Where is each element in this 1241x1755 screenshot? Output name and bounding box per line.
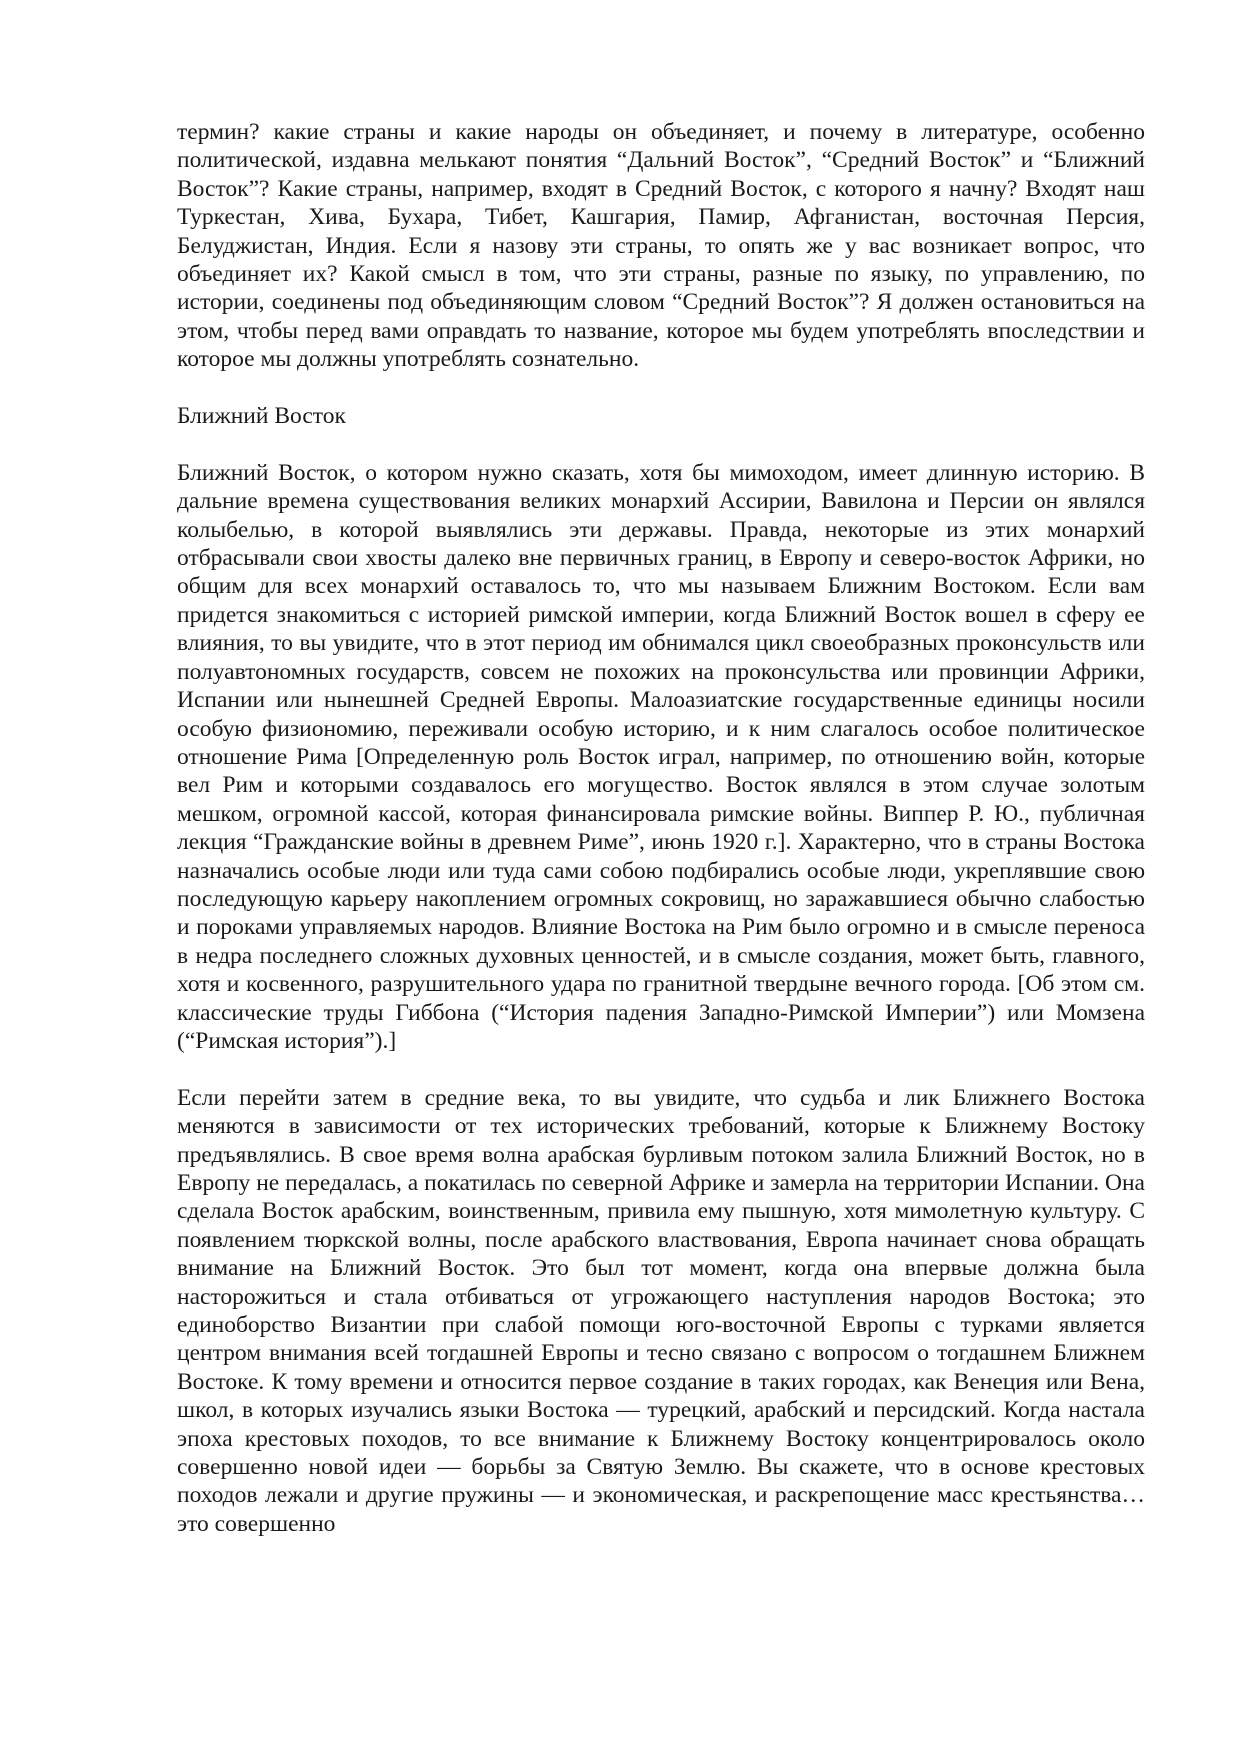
section-heading: Ближний Восток bbox=[177, 403, 346, 430]
paragraph-middle-ages: Если перейти затем в средние века, то вы увидите, что судьба и лик Ближнего Востока меняются в зависимости от тех исторических требований, которые к Ближнему Востоку предъявлялись. В свое время волна арабская бурливым потоком залила Ближний Восток, но в Европу не передалась, а покатилась по северной Африке и замерла на территории Испании. Она сделала Восток арабским, воинственным, привила ему пышную, хотя мимолетную культуру. С появлением тюркской волны, после арабского властвования, Европа начинает снова обращать внимание на Ближний Восток. Это был тот момент, когда она впервые должна была насторожиться и стала отбиваться от угрожающего наступления народов Востока; это единоборство Византии при слабой помощи юго-восточной Европы с турками является центром внимания всей тогдашней Европы и тесно связано с вопросом о тогдашнем Ближнем Востоке. К тому времени и относится первое создание в таких городах, как Венеция или Вена, школ, в которых изучались языки Востока — турецкий, арабский и персидский. Когда настала эпоха крестовых походов, то все внимание к Ближнему Востоку концентрировалось около совершенно новой идеи — борьбы за Святую Землю. Вы скажете, что в основе крестовых походов лежали и другие пружины — и экономическая, и раскрепощение масс крестьянства… это совершенно bbox=[177, 1084, 1145, 1537]
paragraph-intro: термин? какие страны и какие народы он объединяет, и почему в литературе, особенно политической, издавна мелькают понятия “Дальний Восток”, “Средний Восток” и “Ближний Восток”? Какие страны, например, входят в Средний Восток, с которого я начну? Входят наш Туркестан, Хива, Бухара, Тибет, Кашгария, Памир, Афганистан, восточная Персия, Белуджистан, Индия. Если я назову эти страны, то опять же у вас возникает вопрос, что объединяет их? Какой смысл в том, что эти страны, разные по языку, по управлению, по истории, соединены под объединяющим словом “Средний Восток”? Я должен остановиться на этом, чтобы перед вами оправдать то название, которое мы будем употреблять впоследствии и которое мы должны употреблять сознательно. bbox=[177, 119, 1145, 373]
paragraph-ancient-history: Ближний Восток, о котором нужно сказать, хотя бы мимоходом, имеет длинную историю. В дальние времена существования великих монархий Ассирии, Вавилона и Персии он являлся колыбелью, в которой выявлялись эти державы. Правда, некоторые из этих монархий отбрасывали свои хвосты далеко вне первичных границ, в Европу и северо-восток Африки, но общим для всех монархий оставалось то, что мы называем Ближним Востоком. Если вам придется знакомиться с историей римской империи, когда Ближний Восток вошел в сферу ее влияния, то вы увидите, что в этот период им обнимался цикл своеобразных проконсульств или полуавтономных государств, совсем не похожих на проконсульства или провинции Африки, Испании или нынешней Средней Европы. Малоазиатские государственные единицы носили особую физиономию, переживали особую историю, и к ним слагалось особое политическое отношение Рима [Определенную роль Восток играл, например, по отношению войн, которые вел Рим и которыми создавалось его могущество. Восток являлся в этом случае золотым мешком, огромной кассой, которая финансировала римские войны. Виппер Р. Ю., публичная лекция “Гражданские войны в древнем Риме”, июнь 1920 г.]. Характерно, что в страны Востока назначались особые люди или туда сами собою подбирались особые люди, укреплявшие свою последующую карьеру накоплением огромных сокровищ, но заражавшиеся обычно слабостью и пороками управляемых народов. Влияние Востока на Рим было огромно и в смысле переноса в недра последнего сложных духовных ценностей, и в смысле создания, может быть, главного, хотя и косвенного, разрушительного удара по гранитной твердыне вечного города. [Об этом см. классические труды Гиббона (“История падения Западно-Римской Империи”) или Момзена (“Римская история”).] bbox=[177, 459, 1145, 1054]
document-body bbox=[177, 118, 1145, 1567]
